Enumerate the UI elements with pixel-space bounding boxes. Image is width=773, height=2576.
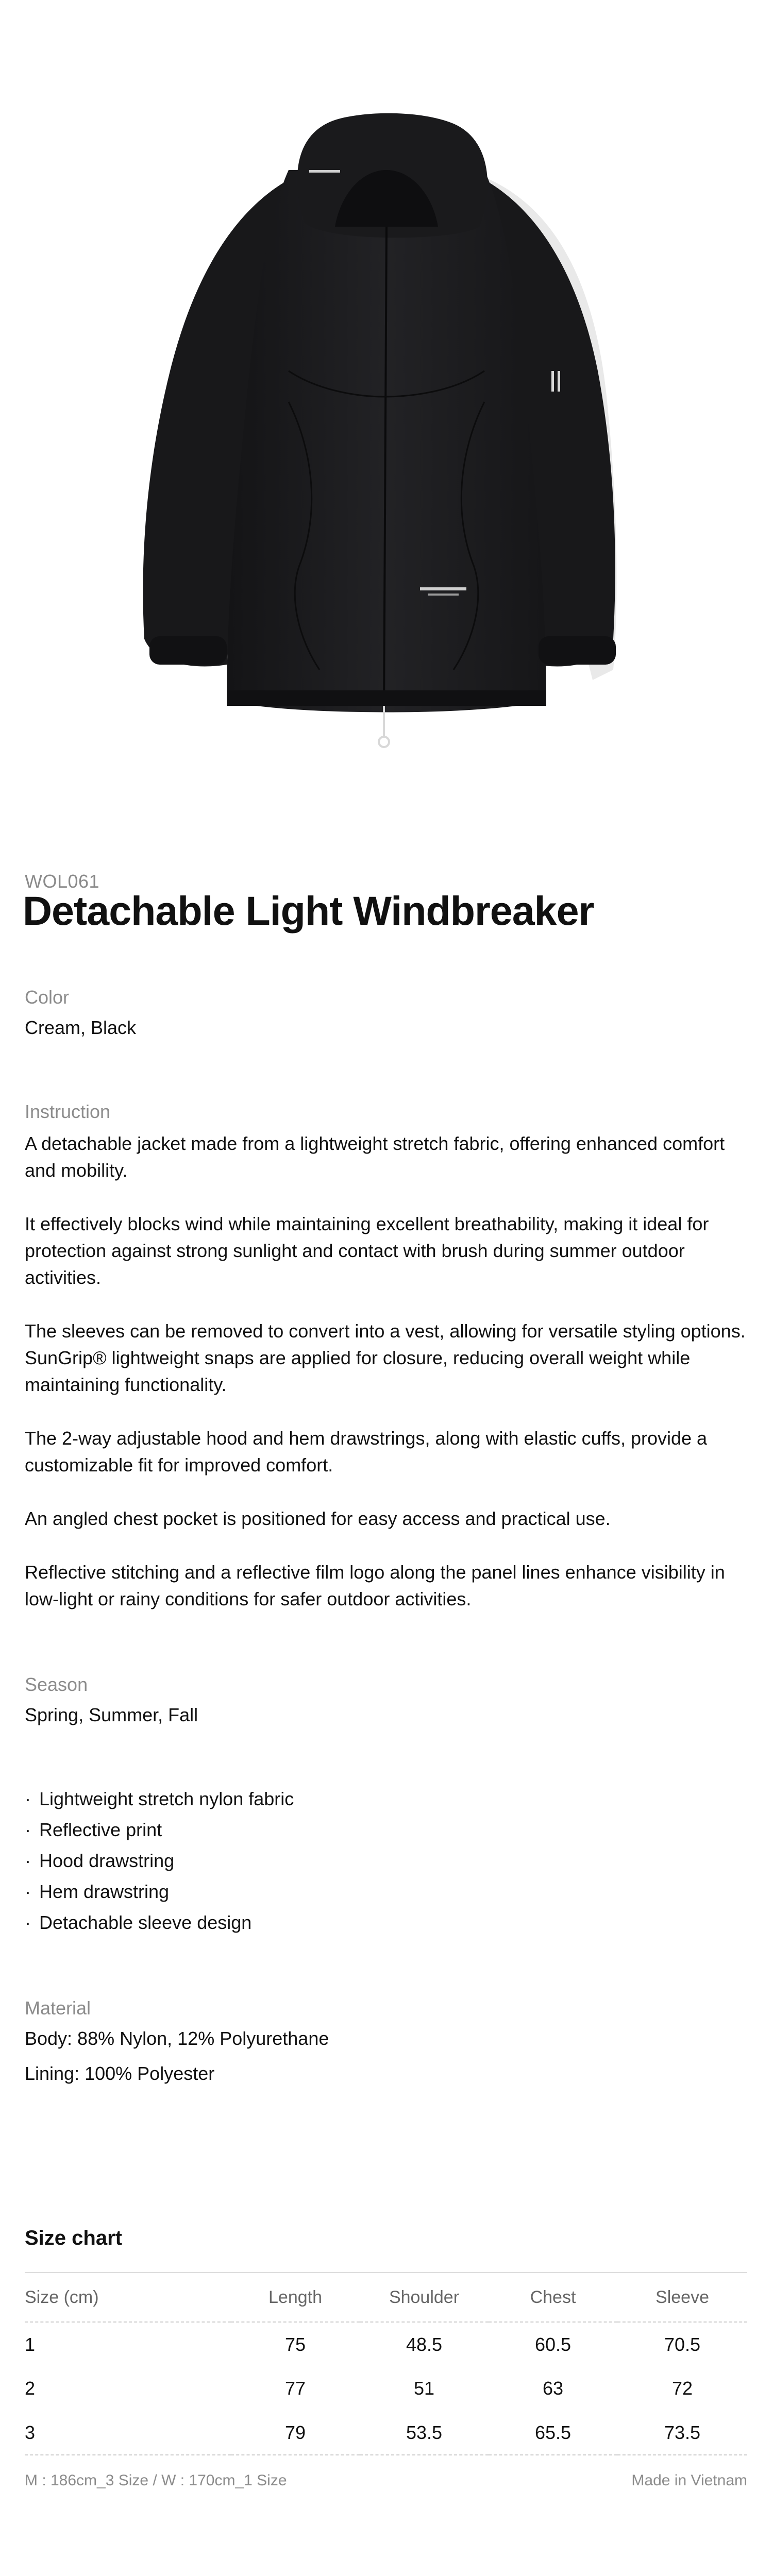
table-cell: 1: [25, 2333, 36, 2355]
table-header-row: [25, 2273, 747, 2322]
table-cell: 65.5: [489, 2411, 617, 2455]
instruction-label: Instruction: [25, 1101, 111, 1122]
size-chart-title: Size chart: [25, 2227, 122, 2249]
color-section: [25, 988, 748, 1042]
column-header-chest: Chest: [489, 2273, 617, 2322]
table-row: [25, 2366, 747, 2411]
feature-list: [25, 1784, 748, 1938]
table-cell: 70.5: [664, 2333, 701, 2355]
instruction-paragraph: An angled chest pocket is positioned for easy access and practical use.: [25, 1508, 611, 1529]
table-row: [25, 2411, 747, 2455]
instruction-paragraphs: [25, 1130, 748, 1613]
feature-item: · Reflective print: [25, 1815, 748, 1845]
material-lining: Lining: 100% Polyester: [25, 2063, 215, 2084]
instruction-paragraph: The 2-way adjustable hood and hem drawstrings, along with elastic cuffs, provide a customizable fit for improved comfort.: [25, 1428, 708, 1476]
table-cell: 73.5: [617, 2411, 747, 2455]
season-label: Season: [25, 1674, 88, 1695]
table-cell: 79: [231, 2411, 360, 2455]
material-label: Material: [25, 1997, 91, 2019]
color-value: Cream, Black: [25, 1017, 137, 1038]
instruction-paragraph: It effectively blocks wind while maintaining excellent breathability, making it ideal for protection against strong sunlight and contact with brush during summer outdoor activities.: [25, 1213, 709, 1288]
feature-item: · Hood drawstring: [25, 1845, 748, 1876]
feature-item: · Hem drawstring: [25, 1876, 748, 1907]
table-cell: 60.5: [534, 2333, 572, 2355]
table-cell: 51: [413, 2378, 435, 2399]
instruction-paragraph: The sleeves can be removed to convert into a vest, allowing for versatile styling options. SunGrip® lightweight snaps are applied for closure, reducing overall weight while maintaining functionality.: [25, 1320, 746, 1395]
season-value: Spring, Summer, Fall: [25, 1704, 198, 1725]
color-label: Color: [25, 987, 70, 1008]
made-in-label: Made in Vietnam: [631, 2472, 747, 2489]
jacket-illustration: [0, 0, 773, 824]
model-size-note: M : 186cm_3 Size / W : 170cm_1 Size: [25, 2472, 287, 2489]
table-cell: 72: [671, 2378, 693, 2399]
table-cell: 3: [25, 2411, 231, 2455]
material-body: Body: 88% Nylon, 12% Polyurethane: [25, 2028, 329, 2049]
instruction-section: [25, 1103, 748, 1613]
feature-item: · Lightweight stretch nylon fabric: [25, 1784, 748, 1815]
product-title: Detachable Light Windbreaker: [23, 888, 594, 934]
column-header-size: Size (cm): [25, 2273, 231, 2322]
table-cell: 2: [25, 2378, 36, 2399]
table-cell: 75: [284, 2333, 306, 2355]
table-cell: 48.5: [406, 2333, 443, 2355]
column-header-sleeve: Sleeve: [617, 2273, 747, 2322]
table-row: [25, 2322, 747, 2366]
instruction-paragraph: Reflective stitching and a reflective film logo along the panel lines enhance visibility in low-light or rainy conditions for safer outdoor activities.: [25, 1562, 725, 1609]
table-cell: 77: [284, 2378, 306, 2399]
season-section: [25, 1675, 748, 1729]
product-code: WOL061: [25, 871, 100, 892]
product-image: [0, 0, 773, 824]
table-cell: 53.5: [360, 2411, 489, 2455]
size-chart-table: [25, 2272, 747, 2455]
table-cell: 63: [542, 2378, 564, 2399]
instruction-paragraph: A detachable jacket made from a lightweight stretch fabric, offering enhanced comfort and mobility.: [25, 1133, 725, 1181]
feature-item: · Detachable sleeve design: [25, 1907, 748, 1938]
material-section: [25, 1999, 748, 2088]
column-header-length: Length: [231, 2273, 360, 2322]
column-header-shoulder: Shoulder: [360, 2273, 489, 2322]
